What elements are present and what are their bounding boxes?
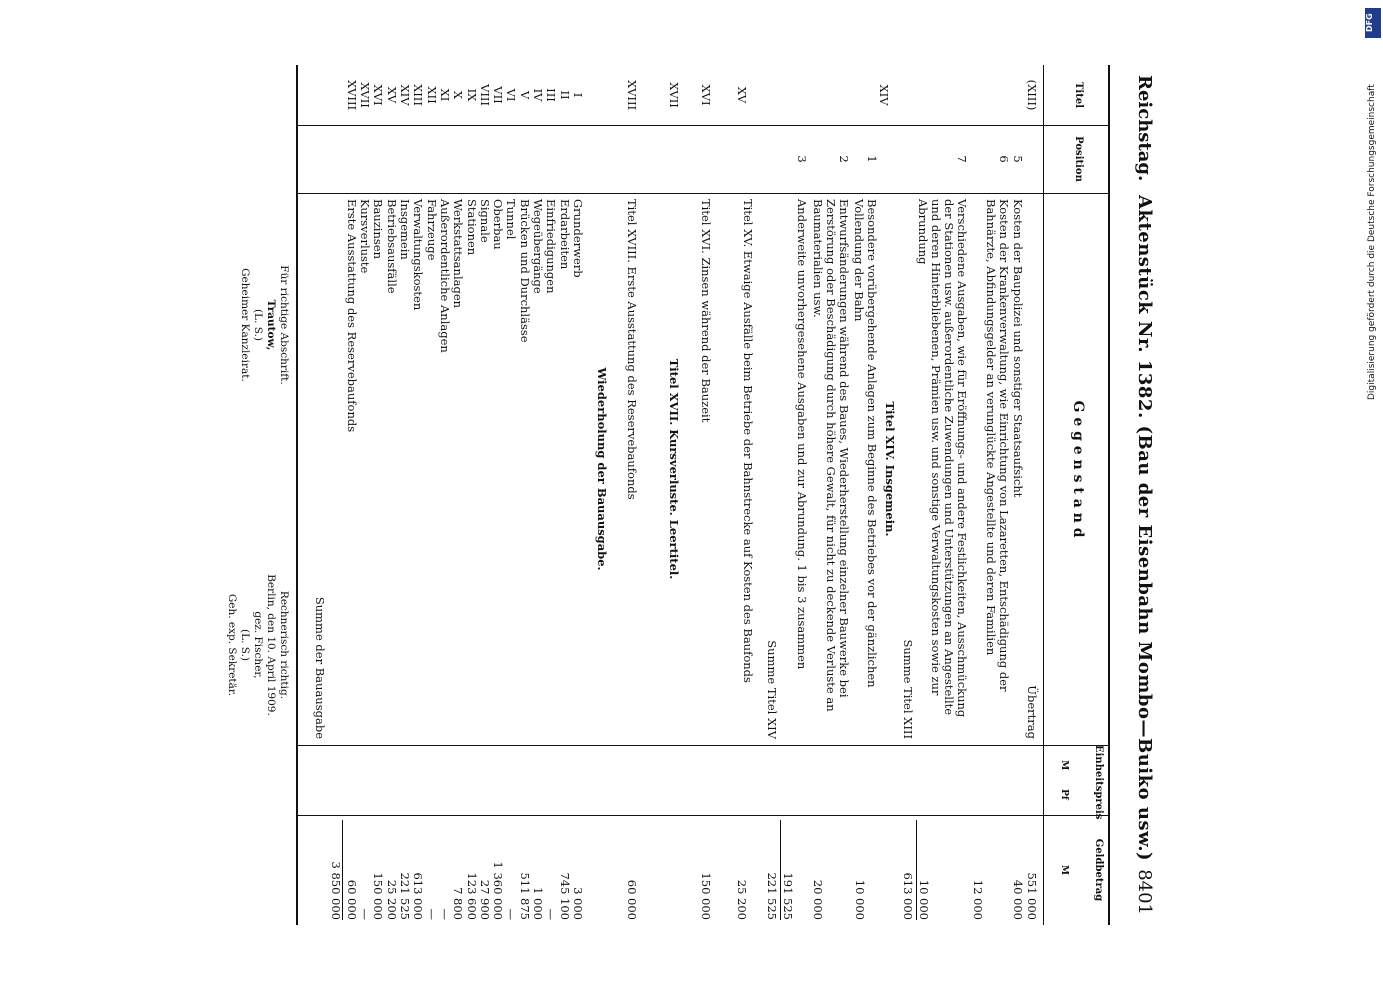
sig-right-line3: (L. S.) bbox=[252, 309, 264, 341]
summary-amount: 1 000 bbox=[531, 887, 546, 920]
page-header bbox=[1125, 55, 1165, 925]
col-einheitspreis-label: Einheitspreis bbox=[1093, 745, 1104, 820]
titel-xiii: (XIII) bbox=[1025, 79, 1039, 111]
titel-xv: XV bbox=[735, 86, 749, 104]
summary-titel: X bbox=[451, 90, 466, 100]
col-header-gegenstand bbox=[1043, 193, 1108, 745]
signature-left bbox=[225, 525, 290, 765]
summary-text: Grunderwerb bbox=[571, 199, 585, 278]
col-header-einheitspreis bbox=[1043, 745, 1108, 820]
sig-right-line1: Für richtige Abschrift. bbox=[278, 265, 290, 385]
row-baupolizei: Kosten der Baupolizei und sonstiger Staatsaufsicht bbox=[1011, 199, 1025, 498]
summary-text: Bauzinsen bbox=[371, 199, 386, 259]
page-number: 8401 bbox=[1134, 869, 1155, 915]
unit-pf: Pf bbox=[1059, 789, 1069, 800]
cost-table bbox=[296, 65, 1110, 925]
summary-amount: — bbox=[504, 908, 519, 920]
amount-titel-xv: 25 200 bbox=[735, 879, 749, 920]
row-titel-xvii: Titel XVII. Kursverluste. Leertitel. bbox=[667, 358, 681, 580]
col-position-label: Position bbox=[1073, 136, 1084, 182]
summary-amount: 1 360 000 bbox=[491, 861, 506, 920]
column-divider bbox=[298, 193, 1108, 194]
summary-titel: VII bbox=[491, 86, 506, 104]
summary-amount: 3 000 bbox=[571, 887, 585, 920]
amount-anderweite: 191 525 bbox=[780, 820, 794, 920]
summary-titel: XIV bbox=[398, 84, 413, 106]
col-header-geldbetrag bbox=[1043, 815, 1108, 925]
summary-text: Betriebsausfälle bbox=[384, 199, 399, 294]
col-gegenstand-label: G e g e n s t a n d bbox=[1070, 400, 1086, 538]
summary-titel: VI bbox=[504, 88, 519, 102]
summary-amount: 613 000 bbox=[411, 872, 426, 920]
pos-5: 5 bbox=[1011, 155, 1025, 163]
summary-text: Oberbau bbox=[491, 199, 506, 250]
summary-text: Verwaltungskosten bbox=[411, 199, 426, 311]
col-geldbetrag-label: Geldbetrag bbox=[1093, 838, 1104, 902]
summary-titel: XV bbox=[384, 86, 399, 104]
sig-left-line3: gez. Fischer, bbox=[252, 611, 264, 679]
summary-amount: 25 200 bbox=[384, 879, 399, 920]
amount-sum-xiii: 613 000 bbox=[901, 872, 915, 920]
summary-amount: 60 000 bbox=[344, 879, 359, 920]
summary-titel: XVI bbox=[371, 84, 386, 106]
pos-7: 7 bbox=[955, 155, 969, 163]
amount-baupolizei: 40 000 bbox=[1011, 879, 1025, 920]
summary-amount: — bbox=[438, 908, 452, 920]
sig-left-line4: (L. S.) bbox=[239, 629, 251, 661]
col-header-position bbox=[1043, 125, 1108, 193]
amount-sum-xiv: 221 525 bbox=[765, 872, 779, 920]
sig-right-line2: Trautow, bbox=[265, 299, 277, 351]
pos-3: 3 bbox=[795, 155, 809, 163]
summary-titel: VIII bbox=[477, 84, 492, 106]
sum-titel-xiv: Summe Titel XIV bbox=[765, 640, 779, 739]
summary-titel: V bbox=[517, 90, 532, 100]
sig-right-line4: Geheimer Kanzleirat. bbox=[239, 268, 251, 382]
summary-titel: XI bbox=[438, 88, 452, 102]
pos-1: 1 bbox=[865, 155, 879, 163]
summary-text: Fahrzeuge bbox=[424, 199, 439, 261]
summary-text: Erste Ausstattung des Reservebaufonds bbox=[344, 199, 359, 433]
unit-mark: M bbox=[1059, 760, 1069, 771]
row-titel-xviii: Titel XVIII. Erste Ausstattung des Reservebaufonds bbox=[625, 199, 639, 500]
summary-titel: XIII bbox=[411, 84, 426, 106]
rotated-page bbox=[55, 55, 1165, 925]
heading-titel-xiv: Titel XIV. Insgemein. bbox=[883, 401, 897, 537]
summary-text: Erdarbeiten bbox=[557, 199, 572, 270]
summary-amount: — bbox=[424, 908, 439, 920]
row-krankenverwaltung: Kosten der Krankenverwaltung, wie Einrichtung von Lazaretten, Entschädigung der Bahnärzte, Abfindungsgelder an verunglückte Angestellte und deren Familien bbox=[984, 199, 1011, 692]
summary-text: Einfriedigungen bbox=[544, 199, 559, 294]
summary-amount: 123 600 bbox=[464, 872, 479, 920]
summary-text: Brücken und Durchlässe bbox=[517, 199, 532, 343]
amount-titel-xviii: 60 000 bbox=[625, 879, 639, 920]
summary-titel: I bbox=[571, 92, 585, 98]
summary-titel: XII bbox=[424, 86, 439, 104]
summary-amount: — bbox=[358, 908, 373, 920]
column-divider bbox=[298, 125, 1108, 126]
amount-entwurfsaenderungen: 20 000 bbox=[811, 879, 825, 920]
amount-total: 3 850 000 bbox=[329, 820, 343, 920]
summary-amount: — bbox=[544, 908, 559, 920]
row-verschiedene: Verschiedene Ausgaben, wie für Eröffnungs- und andere Festlichkeiten, Ausschmückung der Stationen usw. außerordentliche Zuwendungen und Unterstützungen an Angestellte und deren Hinterbliebenen, Prämien usw. und sonstige Verwaltungskosten sowie zur Abrundung bbox=[916, 199, 969, 718]
summary-titel: XVIII bbox=[344, 79, 359, 111]
summary-amount: 7 800 bbox=[451, 887, 466, 920]
summary-text: Außerordentliche Anlagen bbox=[438, 199, 452, 353]
summary-text: Wegeübergänge bbox=[531, 199, 546, 294]
summary-text: Insgemein bbox=[398, 199, 413, 260]
amount-krankenverwaltung: 12 000 bbox=[971, 879, 985, 920]
summary-amount: 511 875 bbox=[517, 872, 532, 920]
amount-besondere: 10 000 bbox=[853, 879, 867, 920]
amount-verschiedene: 10 000 bbox=[916, 820, 930, 920]
summary-text: Werkstattsanlagen bbox=[451, 199, 466, 309]
summary-text: Signale bbox=[477, 199, 492, 243]
col-einheitspreis-units bbox=[1059, 745, 1093, 815]
unit-mark-2: M bbox=[1059, 865, 1069, 875]
summary-titel: III bbox=[544, 88, 559, 102]
amount-titel-xvi: 150 000 bbox=[699, 872, 713, 920]
row-besondere: Besondere vorübergehende Anlagen zum Beginne des Betriebes vor der gänzlichen Vollendung der Bahn bbox=[852, 199, 879, 688]
sig-left-line2: Berlin, den 10. April 1909. bbox=[265, 574, 277, 716]
summary-amount: 745 100 bbox=[557, 872, 572, 920]
pos-2: 2 bbox=[837, 155, 851, 163]
amount-uebertrag: 551 000 bbox=[1025, 872, 1039, 920]
summary-titel: II bbox=[557, 90, 572, 100]
row-titel-xvi: Titel XVI. Zinsen während der Bauzeit bbox=[699, 199, 713, 423]
sig-left-line1: Rechnerisch richtig. bbox=[278, 590, 290, 700]
titel-xiv: XIV bbox=[877, 84, 891, 106]
titel-xvii: XVII bbox=[667, 82, 681, 108]
pos-6: 6 bbox=[997, 155, 1011, 163]
row-anderweite: Anderweite unvorhergesehene Ausgaben und zur Abrundung. 1 bis 3 zusammen bbox=[795, 199, 809, 670]
header-title: Aktenstück Nr. 1382. (Bau der Eisenbahn Mombo—Buiko usw.) bbox=[1134, 195, 1155, 862]
summary-titel: IV bbox=[531, 88, 546, 102]
row-entwurfsaenderungen: Entwurfsänderungen während des Baues, Wiederherstellung einzelner Bauwerke bei Zerstörung oder Beschädigung durch höhere Gewalt, für nicht zu deckende Verluste an Baumaterialien usw. bbox=[811, 199, 851, 712]
column-divider bbox=[298, 815, 1108, 816]
summary-text: Kursverluste bbox=[358, 199, 373, 274]
summary-amount: 150 000 bbox=[371, 872, 386, 920]
summary-titel: IX bbox=[464, 88, 479, 102]
summary-text: Tunnel bbox=[504, 199, 519, 240]
summary-text: Stationen bbox=[464, 199, 479, 256]
column-divider bbox=[298, 745, 1108, 746]
header-left: Reichstag. bbox=[1134, 75, 1155, 182]
col-titel-label: Titel bbox=[1073, 81, 1084, 109]
titel-xviii: XVIII bbox=[625, 79, 639, 111]
sig-left-line5: Geh. exp. Sekretär. bbox=[226, 593, 238, 697]
col-header-titel bbox=[1043, 65, 1108, 125]
summary-titel: XVII bbox=[358, 82, 373, 108]
total-label: Summe der Bauausgabe bbox=[313, 596, 327, 739]
dfg-logo: DFG bbox=[1365, 8, 1381, 38]
sum-titel-xiii: Summe Titel XIII bbox=[901, 639, 915, 739]
row-titel-xv: Titel XV. Etwaige Ausfälle beim Betriebe der Bahnstrecke auf Kosten des Baufonds bbox=[741, 199, 755, 683]
summary-amount: 27 900 bbox=[477, 879, 492, 920]
summary-amount: 221 525 bbox=[398, 872, 413, 920]
row-uebertrag: Übertrag bbox=[1025, 685, 1039, 739]
signature-right bbox=[238, 205, 290, 445]
titel-xvi: XVI bbox=[699, 84, 713, 106]
document-page bbox=[55, 55, 1165, 925]
summary-heading: Wiederholung der Bauausgabe. bbox=[595, 367, 609, 571]
digitization-credit: Digitalisierung gefördert durch die Deutsche Forschungsgemeinschaft bbox=[1367, 84, 1377, 400]
